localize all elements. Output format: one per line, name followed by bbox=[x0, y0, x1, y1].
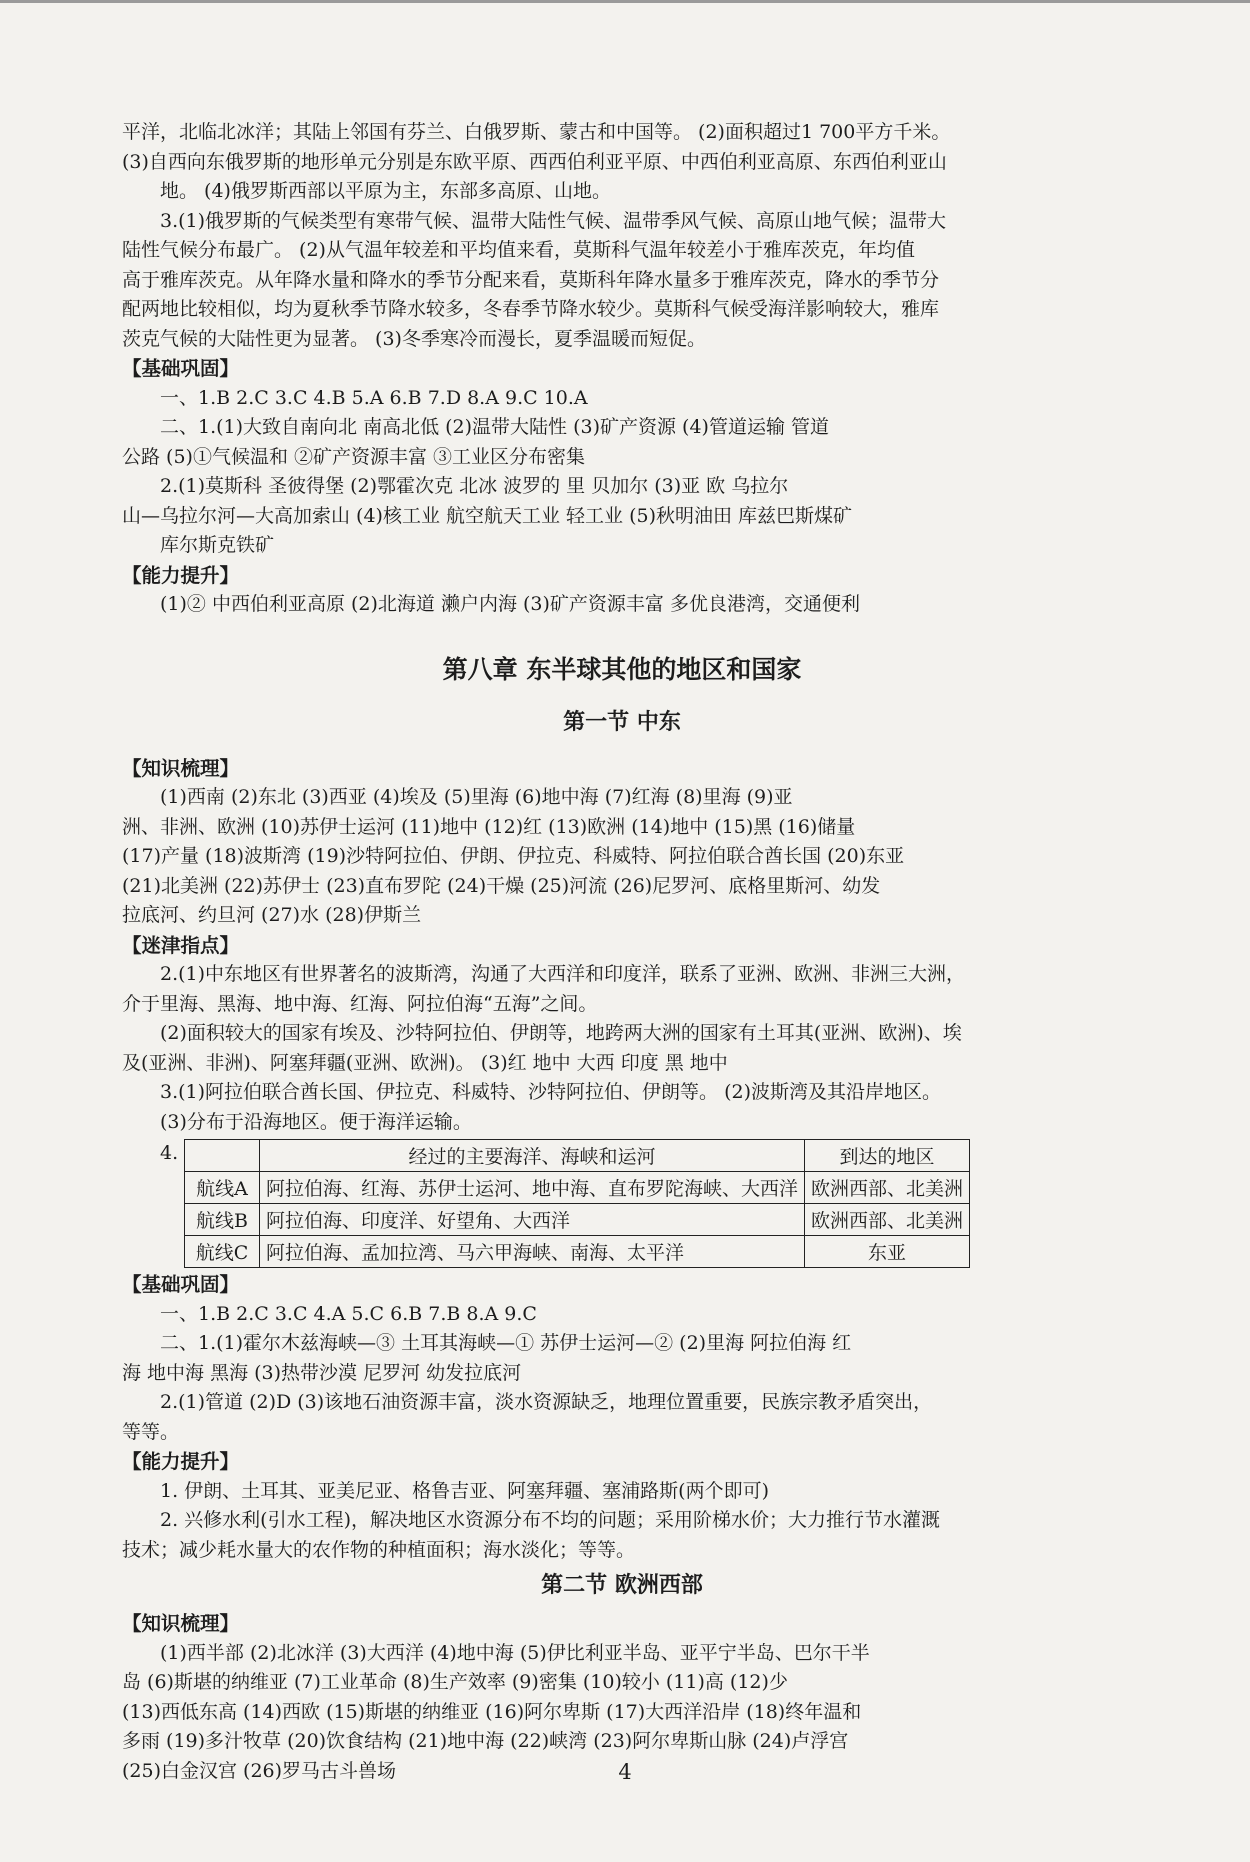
text-line: (17)产量 (18)波斯湾 (19)沙特阿拉伯、伊朗、伊拉克、科威特、阿拉伯联合酋长国 (20)东亚 bbox=[122, 845, 905, 867]
text-line: 陆性气候分布最广。 (2)从气温年较差和平均值来看，莫斯科气温年较差小于雅库茨克，年均值 bbox=[122, 239, 915, 261]
text-line: 山—乌拉尔河—大高加索山 (4)核工业 航空航天工业 轻工业 (5)秋明油田 库兹巴斯煤矿 bbox=[122, 504, 853, 527]
text-line: 配两地比较相似，均为夏秋季节降水较多，冬春季节降水较少。莫斯科气候受海洋影响较大，雅库 bbox=[122, 298, 940, 320]
text-line: 拉底河、约旦河 (27)水 (28)伊斯兰 bbox=[122, 904, 422, 926]
table-cell: 东亚 bbox=[805, 1236, 970, 1268]
text-line: 3.(1)俄罗斯的气候类型有寒带气候、温带大陆性气候、温带季风气候、高原山地气候；温带大 bbox=[160, 209, 947, 232]
text-line: 技术；减少耗水量大的农作物的种植面积；海水淡化；等等。 bbox=[122, 1538, 636, 1561]
text-line: 一、1.B 2.C 3.C 4.A 5.C 6.B 7.B 8.A 9.C bbox=[160, 1302, 537, 1325]
table-cell: 欧洲西部、北美洲 bbox=[805, 1204, 970, 1236]
text-line: 等等。 bbox=[122, 1420, 180, 1443]
russia-answers bbox=[122, 118, 1122, 354]
text-line: 高于雅库茨克。从年降水量和降水的季节分配来看，莫斯科年降水量多于雅库茨克，降水的季节分 bbox=[122, 268, 940, 291]
route-table-block bbox=[122, 1139, 1122, 1268]
text-line: 2. 兴修水利(引水工程)，解决地区水资源分布不均的问题；采用阶梯水价；大力推行节水灌溉 bbox=[160, 1509, 940, 1531]
text-line: 库尔斯克铁矿 bbox=[160, 534, 275, 556]
text-line: 茨克气候的大陆性更为显著。 (3)冬季寒冷而漫长，夏季温暖而短促。 bbox=[122, 327, 706, 350]
text-line: 地。 (4)俄罗斯西部以平原为主，东部多高原、山地。 bbox=[160, 180, 611, 202]
text-line: (3)分布于沿海地区。便于海洋运输。 bbox=[160, 1110, 472, 1133]
text-line: 1. 伊朗、土耳其、亚美尼亚、格鲁吉亚、阿塞拜疆、塞浦路斯(两个即可) bbox=[160, 1479, 769, 1502]
text-line: 平洋，北临北冰洋；其陆上邻国有芬兰、白俄罗斯、蒙古和中国等。 (2)面积超过1 700平方千米。 bbox=[122, 121, 951, 143]
heading-knowledge-review: 【知识梳理】 bbox=[122, 1612, 240, 1635]
text-line: 及(亚洲、非洲)、阿塞拜疆(亚洲、欧洲)。 (3)红 地中 大西 印度 黑 地中 bbox=[122, 1051, 728, 1074]
heading-basic-consolidation: 【基础巩固】 bbox=[122, 1273, 240, 1296]
text-line: 二、1.(1)霍尔木兹海峡—③ 土耳其海峡—① 苏伊士运河—② (2)里海 阿拉伯海 红 bbox=[160, 1332, 852, 1354]
text-line: 岛 (6)斯堪的纳维亚 (7)工业革命 (8)生产效率 (9)密集 (10)较小 (11)高 (12)少 bbox=[122, 1671, 788, 1693]
text-line: 多雨 (19)多汁牧草 (20)饮食结构 (21)地中海 (22)峡湾 (23)阿尔卑斯山脉 (24)卢浮宫 bbox=[122, 1730, 849, 1752]
text-line: (13)西低东高 (14)西欧 (15)斯堪的纳维亚 (16)阿尔卑斯 (17)大西洋沿岸 (18)终年温和 bbox=[122, 1700, 862, 1723]
text-line: 洲、非洲、欧洲 (10)苏伊士运河 (11)地中 (12)红 (13)欧洲 (14)地中 (15)黑 (16)储量 bbox=[122, 815, 856, 838]
text-line: 3.(1)阿拉伯联合酋长国、伊拉克、科威特、沙特阿拉伯、伊朗等。 (2)波斯湾及其沿岸地区。 bbox=[160, 1081, 941, 1103]
table-cell: 航线A bbox=[185, 1172, 260, 1204]
text-line: 二、1.(1)大致自南向北 南高北低 (2)温带大陆性 (3)矿产资源 (4)管道运输 管道 bbox=[160, 416, 829, 438]
text-line: (2)面积较大的国家有埃及、沙特阿拉伯、伊朗等，地跨两大洲的国家有土耳其(亚洲、欧洲)、埃 bbox=[160, 1022, 962, 1044]
page-number: 4 bbox=[618, 1760, 632, 1784]
text-line: 海 地中海 黑海 (3)热带沙漠 尼罗河 幼发拉底河 bbox=[122, 1361, 522, 1384]
text-line: 2.(1)中东地区有世界著名的波斯湾，沟通了大西洋和印度洋，联系了亚洲、欧洲、非洲三大洲， bbox=[160, 963, 966, 985]
text-line: (1)西南 (2)东北 (3)西亚 (4)埃及 (5)里海 (6)地中海 (7)红海 (8)里海 (9)亚 bbox=[160, 786, 793, 808]
table-cell: 阿拉伯海、印度洋、好望角、大西洋 bbox=[260, 1204, 805, 1236]
question-number: 4. bbox=[160, 1142, 179, 1164]
table-row bbox=[185, 1204, 970, 1236]
text-line: (25)白金汉宫 (26)罗马古斗兽场 bbox=[122, 1759, 397, 1782]
heading-ability-improvement: 【能力提升】 bbox=[122, 1450, 240, 1473]
table-cell: 阿拉伯海、红海、苏伊士运河、地中海、直布罗陀海峡、大西洋 bbox=[260, 1172, 805, 1204]
table-row bbox=[185, 1172, 970, 1204]
text-line: (3)自西向东俄罗斯的地形单元分别是东欧平原、西西伯利亚平原、中西伯利亚高原、东西伯利亚山 bbox=[122, 150, 947, 173]
chapter-title: 第八章 东半球其他的地区和国家 bbox=[442, 654, 802, 684]
table-header-row bbox=[185, 1140, 970, 1172]
table-header-cell bbox=[185, 1140, 260, 1172]
heading-knowledge-review: 【知识梳理】 bbox=[122, 756, 240, 780]
text-line: 2.(1)莫斯科 圣彼得堡 (2)鄂霍次克 北冰 波罗的 里 贝加尔 (3)亚 欧 乌拉尔 bbox=[160, 475, 789, 497]
text-line: 2.(1)管道 (2)D (3)该地石油资源丰富，淡水资源缺乏，地理位置重要，民族宗教矛盾突出， bbox=[160, 1391, 933, 1413]
section-title: 第二节 欧洲西部 bbox=[541, 1573, 703, 1598]
heading-guidance: 【迷津指点】 bbox=[122, 933, 240, 957]
top-border bbox=[0, 0, 1250, 3]
table-cell: 欧洲西部、北美洲 bbox=[805, 1172, 970, 1204]
table-cell: 航线B bbox=[185, 1204, 260, 1236]
heading-basic-consolidation: 【基础巩固】 bbox=[122, 357, 240, 380]
route-table bbox=[184, 1139, 970, 1268]
text-line: (21)北美洲 (22)苏伊士 (23)直布罗陀 (24)干燥 (25)河流 (26)尼罗河、底格里斯河、幼发 bbox=[122, 874, 881, 897]
table-row bbox=[185, 1236, 970, 1268]
table-header-cell: 经过的主要海洋、海峡和运河 bbox=[260, 1140, 805, 1172]
table-cell: 航线C bbox=[185, 1236, 260, 1268]
text-line: 公路 (5)①气候温和 ②矿产资源丰富 ③工业区分布密集 bbox=[122, 445, 586, 468]
heading-ability-improvement: 【能力提升】 bbox=[122, 563, 240, 587]
table-cell: 阿拉伯海、孟加拉湾、马六甲海峡、南海、太平洋 bbox=[260, 1236, 805, 1268]
section-title: 第一节 中东 bbox=[563, 709, 681, 735]
table-header-cell: 到达的地区 bbox=[805, 1140, 970, 1172]
text-line: (1)西半部 (2)北冰洋 (3)大西洋 (4)地中海 (5)伊比利亚半岛、亚平宁半岛、巴尔干半 bbox=[160, 1641, 870, 1664]
page-content bbox=[122, 118, 1122, 1786]
text-line: (1)② 中西伯利亚高原 (2)北海道 濑户内海 (3)矿产资源丰富 多优良港湾，交通便利 bbox=[160, 593, 860, 615]
text-line: 一、1.B 2.C 3.C 4.B 5.A 6.B 7.D 8.A 9.C 10.A bbox=[160, 386, 588, 409]
text-line: 介于里海、黑海、地中海、红海、阿拉伯海“五海”之间。 bbox=[122, 992, 598, 1015]
